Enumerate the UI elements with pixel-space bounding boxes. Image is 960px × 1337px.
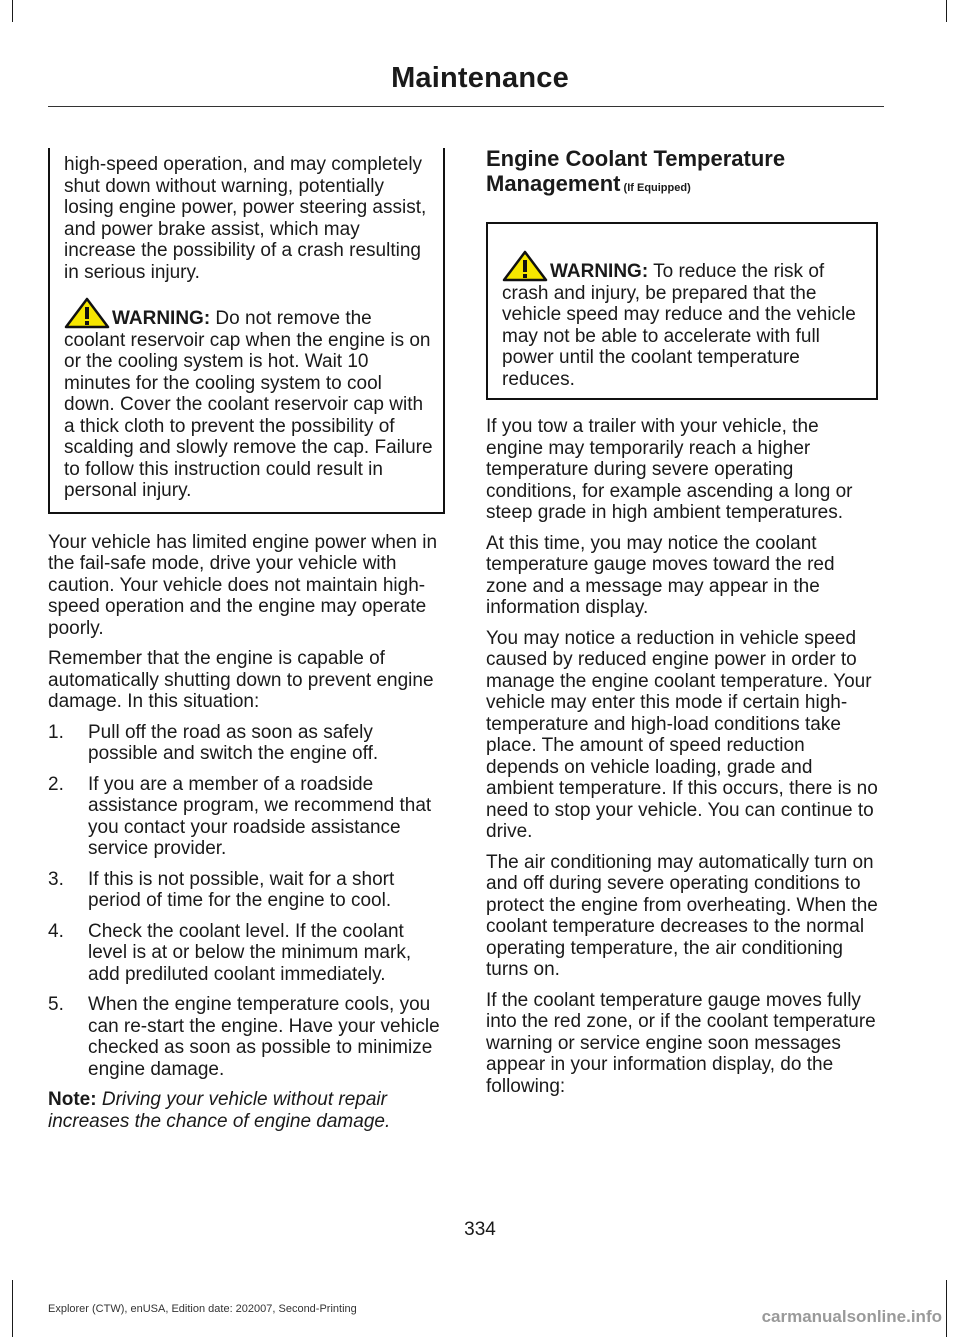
paragraph: You may notice a reduction in vehicle speed caused by reduced engine power in order to manage the engine coolant temperature. Your vehicle may enter this mode if certain high-temperature and high-load conditions take place. The amount of speed reduction depends on vehicle loading, grade and ambient temperature. If this occurs, there is no need to stop your vehicle. You can continue to drive. — [486, 627, 878, 842]
paragraph: If you tow a trailer with your vehicle, the engine may temporarily reach a higher temperature during severe operating conditions, for example ascending a long or steep grade in high ambient temperatures. — [486, 416, 853, 523]
crop-mark-bottom-left — [12, 1280, 13, 1337]
warning-box-speed — [486, 222, 878, 400]
warning-continued-text: high-speed operation, and may completely shut down without warning, potentially losing engine power, power steering assist, and power brake assist, which may increase the possibility of a crash resulting in serious injury. — [64, 154, 427, 283]
watermark: carmanualsonline.info — [761, 1307, 942, 1326]
list-item: 4. Check the coolant level. If the coolant level is at or below the minimum mark, add prediluted coolant immediately. — [48, 920, 412, 985]
paragraph: At this time, you may notice the coolant temperature gauge moves toward the red zone and a message may appear in the information display. — [486, 532, 835, 618]
header-divider — [48, 106, 884, 107]
page-title: Maintenance — [391, 62, 569, 94]
paragraph: The air conditioning may automatically turn on and off during severe operating conditions to protect the engine from overheating. When the coolant temperature decreases to the normal operating temperature, the air conditioning turns on. — [486, 851, 878, 980]
warning-text: Do not remove the coolant reservoir cap when the engine is on or the cooling system is hot. Wait 10 minutes for the cooling system to cool down. Cover the coolant reservoir cap with a thick cloth to prevent the possibility of scalding and slowly remove the cap. Failure to follow this instruction could result in personal injury. — [64, 308, 433, 501]
para-remember: Remember that the engine is capable of automatically shutting down to prevent engine damage. In this situation: — [48, 648, 434, 712]
footer-edition: Explorer (CTW), enUSA, Edition date: 202007, Second-Printing — [48, 1303, 357, 1315]
list-item: 1. Pull off the road as soon as safely possible and switch the engine off. — [48, 721, 379, 764]
warning-coolant-cap — [64, 297, 435, 502]
section-heading: Engine Coolant Temperature Management (If Equipped) — [486, 146, 786, 196]
crop-mark-top-left — [12, 0, 13, 22]
warning-label: WARNING: — [112, 308, 211, 329]
crop-mark-top-right — [946, 0, 947, 22]
note-text: Driving your vehicle without repair increases the chance of engine damage. — [48, 1089, 391, 1132]
heading-qualifier: (If Equipped) — [620, 182, 691, 194]
list-item: 5. When the engine temperature cools, you can re-start the engine. Have your vehicle checked as soon as possible to minimize engine damage. — [48, 994, 440, 1080]
page-number: 334 — [464, 1219, 496, 1240]
warning-triangle-icon — [64, 297, 110, 329]
note-label: Note: — [48, 1089, 97, 1110]
crop-mark-bottom-right — [946, 1280, 947, 1337]
list-item: 2. If you are a member of a roadside assistance program, we recommend that you contact your roadside assistance service provider. — [48, 773, 432, 859]
list-item: 3. If this is not possible, wait for a short period of time for the engine to cool. — [48, 868, 395, 911]
note — [48, 1089, 445, 1132]
paragraph: If the coolant temperature gauge moves fully into the red zone, or if the coolant temperature warning or service engine soon messages appear in your information display, do the following: — [486, 989, 876, 1097]
para-limited-power: Your vehicle has limited engine power when in the fail-safe mode, drive your vehicle with caution. Your vehicle does not maintain high-speed operation and the engine may operate poorly. — [48, 531, 438, 639]
warning-box-continued — [48, 148, 445, 514]
right-column — [486, 146, 878, 1106]
steps-list — [48, 722, 445, 1081]
left-column — [48, 148, 445, 1141]
warning-label: WARNING: — [550, 261, 649, 282]
warning-text: To reduce the risk of crash and injury, be prepared that the vehicle speed may reduce and the vehicle may not be able to accelerate with full power until the coolant temperature reduces. — [502, 261, 856, 390]
warning-triangle-icon — [502, 250, 548, 282]
